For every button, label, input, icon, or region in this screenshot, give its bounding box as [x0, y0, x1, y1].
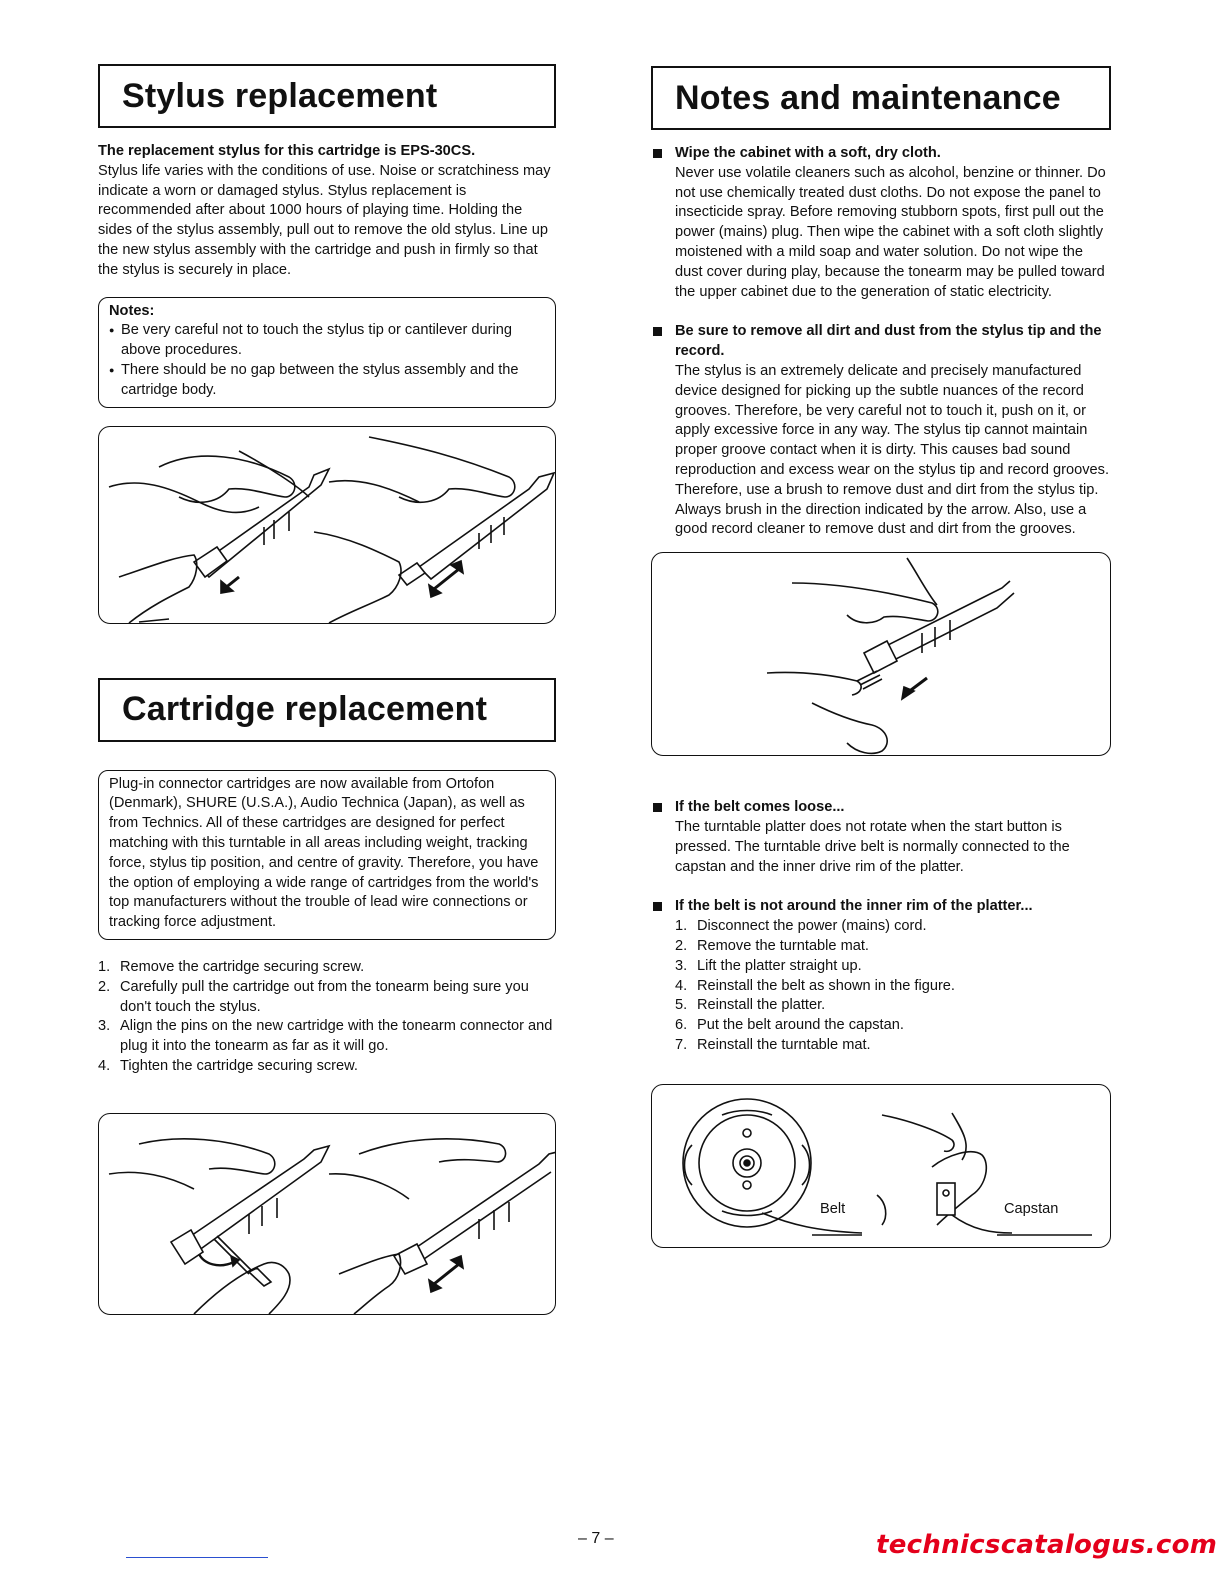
step-number: 1.: [98, 958, 111, 975]
belt-step: [675, 1016, 1111, 1036]
step-number: 1.: [675, 918, 688, 935]
step-text: Remove the cartridge securing screw.: [120, 958, 365, 975]
footer-divider: [126, 1557, 268, 1558]
belt-step: [675, 937, 1111, 957]
notes-list: [109, 321, 543, 400]
step-text: Lift the platter straight up.: [697, 957, 862, 974]
stylus-lead: The replacement stylus for this cartridge is EPS-30CS.: [98, 143, 476, 159]
cartridge-hands-illustration: [99, 1114, 556, 1315]
step-number: 3.: [98, 1018, 111, 1035]
step-number: 4.: [98, 1057, 111, 1074]
step-number: 6.: [675, 1017, 688, 1034]
belt-label: Belt: [820, 1200, 846, 1217]
step-number: 2.: [98, 978, 111, 995]
note-item: ● Be very careful not to touch the stylus tip or cantilever during above procedures.: [109, 321, 543, 361]
note-item: ● There should be no gap between the stylus assembly and the cartridge body.: [109, 361, 543, 401]
stylus-intro: [98, 142, 556, 281]
square-bullet-icon: [653, 327, 662, 336]
wipe-title: Wipe the cabinet with a soft, dry cloth.: [675, 145, 941, 161]
step-number: 7.: [675, 1036, 688, 1053]
cartridge-step: [98, 958, 556, 978]
capstan-label: Capstan: [1004, 1200, 1059, 1217]
dirt-title: Be sure to remove all dirt and dust from the stylus tip and the record.: [675, 323, 1102, 360]
right-column: [651, 66, 1111, 1248]
step-text: Reinstall the belt as shown in the figure.: [697, 977, 955, 994]
square-bullet-icon: [653, 902, 662, 911]
stylus-notes-box: [98, 297, 556, 408]
cartridge-step: [98, 1057, 556, 1077]
square-bullet-icon: [653, 149, 662, 158]
step-number: 2.: [675, 937, 688, 954]
step-text: Align the pins on the new cartridge with the tonearm connector and plug it into the tonearm as far as it will go.: [120, 1018, 553, 1055]
belt-step: [675, 917, 1111, 937]
step-number: 5.: [675, 997, 688, 1014]
dirt-body: The stylus is an extremely delicate and precisely manufactured device designed for picking up the subtle nuances of the record grooves. Therefore, be very careful not to touch it, push on it, or apply excessive force in any way. The stylus tip cannot maintain proper groove contact when it is dirty. This causes bad sound reproduction and excess wear on the stylus tip and record grooves. Therefore, use a brush to remove dust and dirt from the stylus tip. Always brush in the direction indicated by the arrow. Also, use a good record cleaner to remove dust and dirt from the grooves.: [675, 362, 1110, 538]
belt-step: [675, 957, 1111, 977]
square-bullet-icon: [653, 803, 662, 812]
wipe-body: Never use volatile cleaners such as alcohol, benzine or thinner. Do not use chemically treated dust cloths. Do not expose the panel to insecticide spray. Before removing stubborn spots, first pull out the power (mains) plug. Then wipe the cabinet with a soft cloth slightly moistened with a mild soap and water solution. Do not wipe the dust cover during play, because the tonearm may be pulled toward the upper cabinet due to the generation of static electricity.: [675, 164, 1106, 300]
cartridge-replacement-figure: [98, 1113, 556, 1315]
cartridge-info: Plug-in connector cartridges are now available from Ortofon (Denmark), SHURE (U.S.A.), Audio Technica (Japan), as well as from Technics. All of these cartridges are designed for perfect matching with this turntable in all areas including weight, tracking force, stylus tip position, and centre of gravity. Therefore, you have the option of employing a wide range of cartridges from the world's top manufacturers without the trouble of lead wire connections or tracking force adjustment.: [109, 775, 539, 931]
stylus-heading: [98, 64, 556, 128]
belt-loose-title: If the belt comes loose...: [675, 799, 845, 816]
step-text: Put the belt around the capstan.: [697, 1017, 904, 1034]
belt-loose-body: The turntable platter does not rotate when the start button is pressed. The turntable drive belt is normally connected to the capstan and the inner drive rim of the platter.: [675, 818, 1070, 875]
cartridge-heading-text: Cartridge replacement: [122, 690, 488, 729]
page-number: – 7 –: [578, 1530, 614, 1547]
step-text: Reinstall the platter.: [697, 997, 826, 1014]
cartridge-info-box: [98, 770, 556, 940]
belt-steps: [675, 917, 1111, 1056]
wipe-section: [651, 144, 1111, 302]
cartridge-step: [98, 1017, 556, 1057]
belt-rim-section: [651, 897, 1111, 1055]
belt-rim-title: If the belt is not around the inner rim of the platter...: [675, 898, 1033, 915]
belt-loose-section: [651, 798, 1111, 877]
site-watermark: technicscatalogus.com: [876, 1530, 1218, 1560]
left-column: [98, 64, 556, 1315]
stylus-hands-illustration: [99, 427, 556, 624]
step-text: Remove the turntable mat.: [697, 937, 869, 954]
step-number: 3.: [675, 957, 688, 974]
belt-capstan-figure: [651, 1084, 1111, 1248]
stylus-heading-text: Stylus replacement: [122, 76, 438, 115]
cartridge-step: [98, 978, 556, 1018]
stylus-paragraph: Stylus life varies with the conditions of use. Noise or scratchiness may indicate a worn or damaged stylus. Stylus replacement is recommended after about 1000 hours of playing time. Holding the sides of the stylus assembly, pull out to remove the old stylus. Line up the new stylus assembly with the cartridge and push in firmly so that the stylus is securely in place.: [98, 162, 551, 278]
maintenance-heading: [651, 66, 1111, 130]
dirt-section: [651, 322, 1111, 540]
step-text: Carefully pull the cartridge out from the tonearm being sure you don't touch the stylus.: [120, 978, 529, 1015]
maintenance-heading-text: Notes and maintenance: [675, 78, 1061, 117]
step-number: 4.: [675, 977, 688, 994]
belt-step: [675, 996, 1111, 1016]
step-text: Disconnect the power (mains) cord.: [697, 918, 927, 935]
step-text: Reinstall the turntable mat.: [697, 1036, 871, 1053]
cartridge-heading: [98, 678, 556, 742]
notes-title: Notes:: [109, 302, 155, 319]
stylus-replacement-figure: [98, 426, 556, 624]
stylus-brush-figure: [651, 552, 1111, 756]
belt-step: [675, 1036, 1111, 1056]
belt-step: [675, 977, 1111, 997]
step-text: Tighten the cartridge securing screw.: [120, 1057, 358, 1074]
platter-belt-illustration: [652, 1085, 1111, 1248]
cartridge-steps: [98, 958, 556, 1077]
brush-hand-illustration: [652, 553, 1111, 756]
